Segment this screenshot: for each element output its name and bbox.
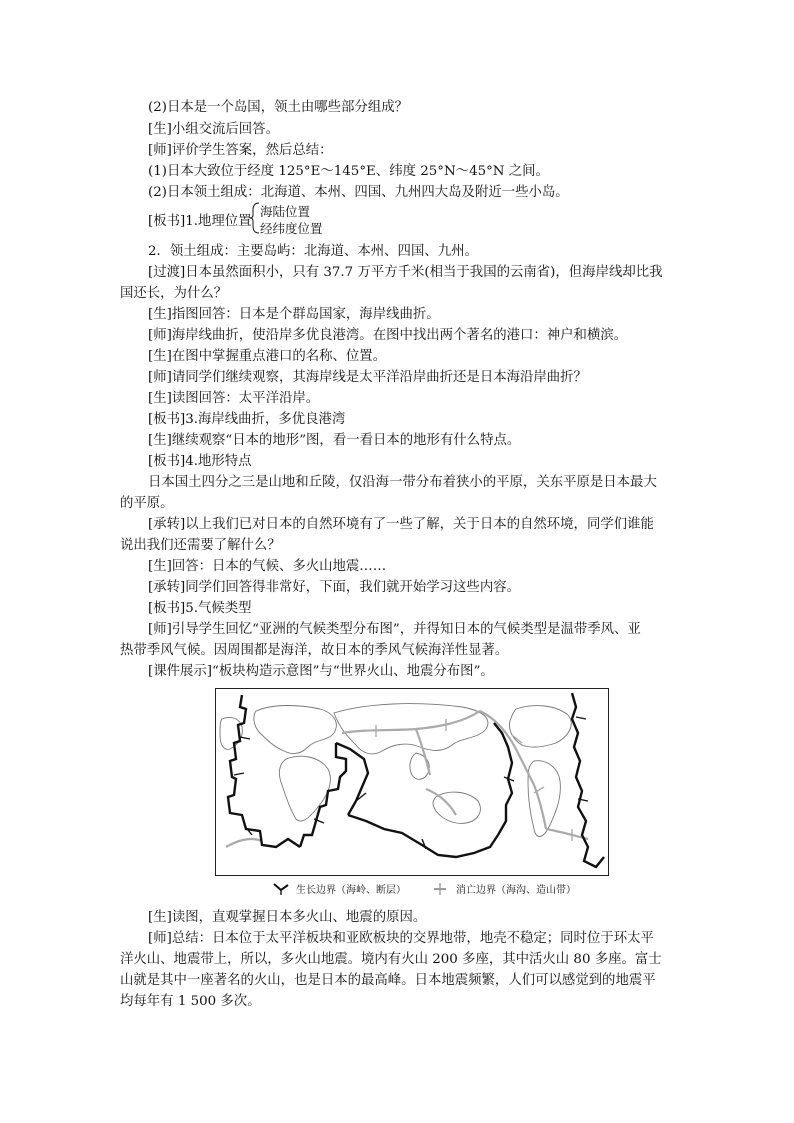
plate-tectonics-map xyxy=(215,688,609,876)
text-line: 均每年有 1 500 多次。 xyxy=(120,994,261,1009)
text-line: [师]引导学生回忆“亚洲的气候类型分布图”，并得知日本的气候类型是温带季风、亚 xyxy=(148,622,641,637)
board-heading: [板书]1.地理位置 xyxy=(148,214,252,229)
text-line: 国还长，为什么？ xyxy=(120,286,228,301)
text-line: [生]读图回答：太平洋沿岸。 xyxy=(148,391,320,406)
teacher-line: [师]评价学生答案，然后总结： xyxy=(148,143,333,158)
text-line: 热带季风气候。因周围都是海洋，故日本的季风气候海洋性显著。 xyxy=(120,643,509,658)
text-line: [生]在图中掌握重点港口的名称、位置。 xyxy=(148,349,387,364)
text-line: 日本国土四分之三是山地和丘陵，仅沿海一带分布着狭小的平原，关东平原是日本最大 xyxy=(148,475,657,490)
growth-boundary-icon xyxy=(272,882,290,896)
world-plate-map xyxy=(216,689,608,875)
text-line: [生]读图，直观掌握日本多火山、地震的原因。 xyxy=(148,910,427,925)
text-line: 的平原。 xyxy=(120,496,174,511)
text-line: [师]海岸线曲折，使沿岸多优良港湾。在图中找出两个著名的港口：神户和横滨。 xyxy=(148,328,628,343)
text-line: [生]继续观察“日本的地形”图，看一看日本的地形有什么特点。 xyxy=(148,433,521,448)
text-line: [生]回答：日本的气候、多火山地震…… xyxy=(148,559,387,574)
legend-growth-label: 生长边界（海岭、断层） xyxy=(296,885,406,896)
board-option: 海陆位置 xyxy=(260,204,311,219)
summary-line: (1)日本大致位于经度 125°E～145°E、纬度 25°N～45°N 之间。 xyxy=(148,164,549,179)
brace-icon xyxy=(250,202,260,234)
text-line: [师]请同学们继续观察，其海岸线是太平洋沿岸曲折还是日本海沿岸曲折？ xyxy=(148,370,587,385)
board-option: 经纬度位置 xyxy=(260,221,323,236)
summary-line: (2)日本领土组成：北海道、本州、四国、九州四大岛及附近一些小岛。 xyxy=(148,185,569,200)
transform-ticks xyxy=(234,717,588,849)
text-line: [过渡]日本虽然面积小，只有 37.7 万平方千米(相当于我国的云南省)，但海岸线却比我 xyxy=(148,265,663,280)
board-note-geo-position xyxy=(148,200,448,238)
text-line: [承转]以上我们已对日本的自然环境有了一些了解，关于日本的自然环境，同学们谁能 xyxy=(148,517,654,532)
growth-boundaries xyxy=(228,693,604,867)
destructive-ticks xyxy=(376,719,572,841)
text-line: 洋火山、地震带上，所以，多火山地震。境内有火山 200 多座，其中活火山 80 多座。富士 xyxy=(120,952,662,967)
text-line: [板书]4.地形特点 xyxy=(148,454,252,469)
legend-destroy-label: 消亡边界（海沟、造山带） xyxy=(456,885,576,896)
text-line: 山就是其中一座著名的火山，也是日本的最高峰。日本地震频繁，人们可以感觉到的地震平 xyxy=(120,973,656,988)
text-line: [板书]3.海岸线曲折，多优良港湾 xyxy=(148,412,346,427)
text-line: [师]总结：日本位于太平洋板块和亚欧板块的交界地带，地壳不稳定；同时位于环太平 xyxy=(148,931,654,946)
map-legend xyxy=(272,881,602,899)
text-line: [生]指图回答：日本是个群岛国家，海岸线曲折。 xyxy=(148,307,440,322)
text-line: 说出我们还需要了解什么？ xyxy=(120,538,281,553)
student-line: [生]小组交流后回答。 xyxy=(148,122,279,137)
destructive-boundary-icon xyxy=(432,881,448,897)
text-line: 2．领土组成：主要岛屿：北海道、本州、四国、九州。 xyxy=(148,244,478,259)
continent-outlines xyxy=(220,704,571,837)
text-line: [承转]同学们回答得非常好，下面，我们就开始学习这些内容。 xyxy=(148,580,520,595)
question-line: (2)日本是一个岛国，领土由哪些部分组成？ xyxy=(148,100,408,115)
text-line: [课件展示]“板块构造示意图”与“世界火山、地震分布图”。 xyxy=(148,664,494,679)
text-line: [板书]5.气候类型 xyxy=(148,601,252,616)
